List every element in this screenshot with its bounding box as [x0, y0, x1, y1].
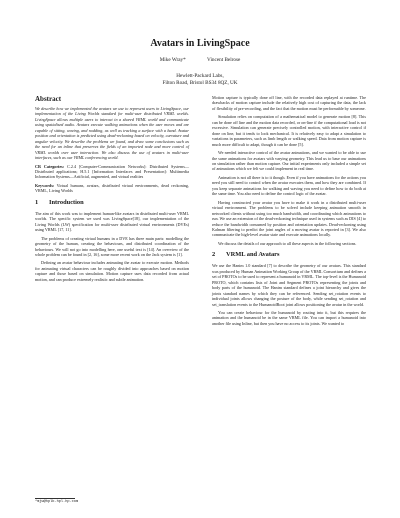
paragraph: You can create behaviour for the humanoid by routing into it, but this requires the animation and the humanoid be in the same VRML file. You can import a humanoid into another file using Inline, but then you have no access to its joints. We wanted to: [212, 309, 366, 326]
author-name: Mike Wray*: [159, 57, 186, 63]
cr-categories-text: C.2.4 [Computer-Communication Networks]: Distributed Systems—Distributed applications; H.5.1 [Information Interfaces and Presentation]: Multimedia Information Systems—Artificial, augmented, and virtual realities: [35, 163, 189, 180]
section-number: 2: [212, 251, 216, 259]
affiliation-line: Hewlett-Packard Labs,: [176, 73, 224, 79]
cr-categories: [35, 164, 189, 180]
paragraph: We needed interactive control of the avatar animations, and we wanted to be able to use the same animations for avatars with varying geometry. This lead us to base our animations on simulation rather than motion capture. Our initial experiments only included a simple set of animations which we felt we could implement in real time.: [212, 150, 366, 172]
paragraph: The aim of this work was to implement human-like avatars in distributed multi-user VRML worlds. The specific system we used was LivingSpace[18], our implementation of the Living Worlds (LW) specification for multi-user distributed virtual environments (DVEs) using VRML [17, 11].: [35, 210, 189, 233]
section-heading-introduction: [35, 199, 189, 207]
cr-categories-label: CR Categories:: [35, 163, 65, 169]
keywords-text: Virtual humans, avatars, distributed virtual environments, dead reckoning, VRML, Living Worlds: [35, 182, 189, 194]
paper-title: Avatars in LivingSpace: [150, 38, 250, 49]
paragraph: The problems of creating virtual humans in a DVE has three main parts: modelling the geometry of the human, creating the behaviours, and distributed coordination of the behaviours. We will not go into modelling here, one useful text is [14]. An overview of the whole problem can be found in [2, 16], some more recent work on the Jack system is [1].: [35, 235, 189, 257]
section-heading-vrml-and-avatars: [212, 251, 366, 259]
section-number: 1: [35, 198, 39, 206]
paragraph: Animation is not all there is to it though. Even if you have animations for the actions you need you still need to control when the avatar executes them, and how they are combined. If you keep separate animations for walking and waving you need to define how to do both at the same time. You also need to define the control logic of the avatar.: [212, 174, 366, 197]
affiliation-line: Filton Road, Bristol BS34 8QZ, UK: [162, 79, 238, 86]
author-list: [0, 57, 400, 63]
author-email-footnote: *mjw@hplb.hpl.hp.com: [35, 500, 79, 504]
section-title: VRML and Avatars: [226, 251, 280, 259]
paragraph: We discuss the details of our approach to all these aspects in the following sections.: [218, 240, 357, 246]
author-name: Vincent Belrose: [207, 57, 241, 63]
keywords: [35, 183, 189, 194]
paragraph: Motion capture is typically done off line, with the recorded data replayed at runtime. The drawbacks of motion capture include the relatively high cost of capturing the data, the lack of flexibility of pre-recording, and the fact that the motion must be performable by someone.: [212, 95, 366, 111]
left-column: [35, 95, 189, 285]
paragraph: Defining an avatar behaviour includes animating the avatar to execute motion. Methods for animating virtual characters can be roughly divided into approaches based on motion capture and those based on simulation. Motion capture uses data recorded from actual motion, and can produce extremely realistic and subtle animation.: [35, 260, 189, 282]
footnote-rule: [35, 498, 75, 499]
abstract-heading: Abstract: [35, 95, 62, 103]
section-title: Introduction: [49, 198, 84, 206]
affiliation: [0, 73, 400, 86]
paragraph: Having constructed your avatar you have to make it work in a distributed multi-user virtual environment. The problems to be solved include keeping animation smooth in networked clients without using too much bandwidth, and coordinating which animations to run. We use an extension of the dead-reckoning technique used in systems such as DIS [4] to reduce the bandwidth consumed by position and orientation updates. Dead-reckoning using Kalman filtering to predict the joint angles of a moving avatar is reported in [3]. We also communicate the high-level avatar state and execute animations locally.: [212, 199, 366, 238]
paragraph: Simulation relies on computation of a mathematical model to generate motion [8]. This can be done off line and the motion data recorded, or on-line if the computational load is not excessive. Simulation can generate precisely controlled motion, with interactive control if done on line, but it tends to look mechanical. It is relatively easy to adapt a simulation to variations in parameters, such as limb length or walking speed. Data from motion capture is much more difficult to adapt, though it can be done [5].: [212, 114, 366, 147]
keywords-label: Keywords:: [35, 182, 55, 188]
right-column: [212, 95, 366, 329]
paragraph: We use the Hanim 1.0 standard [7] to describe the geometry of our avatars. This standard was produced by Human Animation Working Group of the VRML Consortium and defines a set of PROTOs to be used to represent a humanoid in VRML. The top-level is the Humanoid PROTO, which contains lists of Joint and Segment PROTOs representing the joints and body parts of the humanoid. The Hanim standard defines a joint hierarchy and gives the joints standard names by which they can be referenced. Sending set_rotation events to individual joints allows changing the posture of the body, while sending set_rotation and set_translation events to the HumanoidRoot joint allows positioning the avatar in the world.: [212, 263, 366, 307]
abstract-text: We describe how we implemented the avatars we use to represent users in LivingSpace, our implementation of the Living Worlds standard for multi-user distributed VRML worlds. LivingSpace allows multiple users to interact in a shared VRML world and communicate using spatialised audio. Avatars execute walking animations when the user moves and are capable of sitting, waving, and nodding, as well as tracking a surface with a hand. Avatar position and orientation is predicted using dead-reckoning based on velocity, curvature and angular velocity. We describe the problems we found, and draw some conclusions such as the need for an inline that preserves the fields of an imported node and more control of VRML worlds over user interaction. We also discuss the use of avatars in multi-user interfaces, such as our VRML conferencing world.: [35, 106, 189, 161]
